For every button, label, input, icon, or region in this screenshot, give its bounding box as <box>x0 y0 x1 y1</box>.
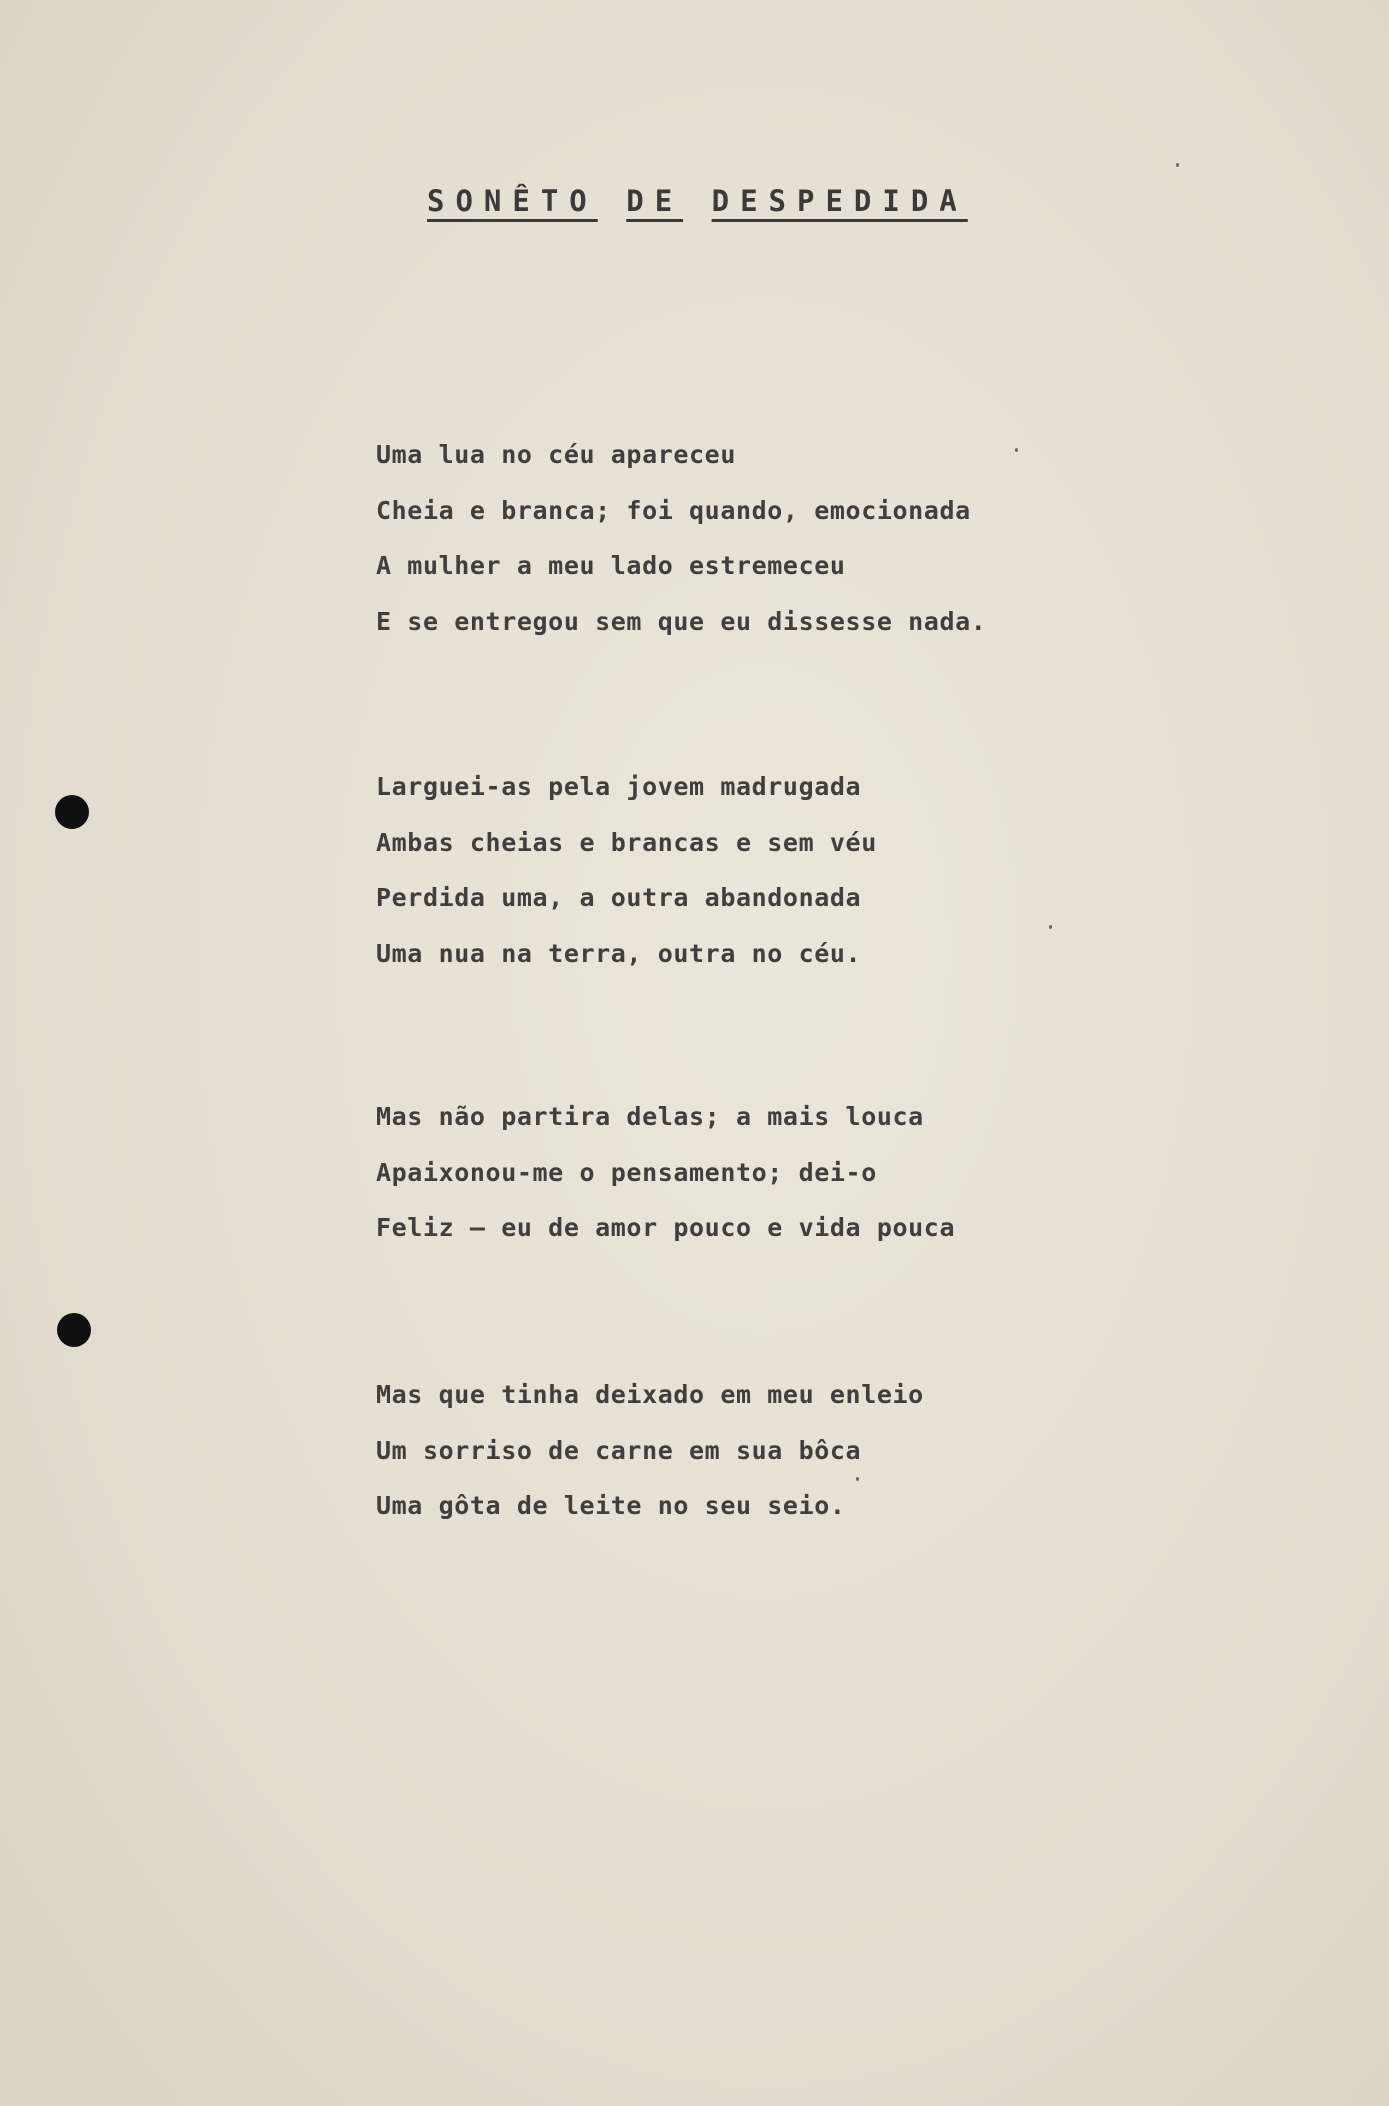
title-word-despedida: DESPEDIDA <box>711 184 968 218</box>
paper-speck <box>1015 448 1018 452</box>
stanza-1 <box>376 440 986 662</box>
paper-speck <box>1176 163 1179 167</box>
verse-line: Uma lua no céu apareceu <box>376 440 736 469</box>
verse-line: A mulher a meu lado estremeceu <box>376 551 846 580</box>
verse-line: Mas não partira delas; a mais louca <box>376 1102 924 1131</box>
verse-line: Cheia e branca; foi quando, emocionada <box>376 495 971 525</box>
binder-punch-hole <box>55 795 89 829</box>
verse-line: Mas que tinha deixado em meu enleio <box>376 1380 924 1409</box>
poem-title <box>427 184 968 218</box>
verse-line: Feliz — eu de amor pouco e vida pouca <box>376 1213 956 1242</box>
title-word-soneto: SONÊTO <box>427 184 598 218</box>
binder-punch-hole <box>57 1313 91 1347</box>
verse-line: Larguei-as pela jovem madrugada <box>376 772 862 801</box>
verse-line: Perdida uma, a outra abandonada <box>376 883 862 912</box>
verse-line: Apaixonou-me o pensamento; dei-o <box>376 1157 877 1187</box>
verse-line: Um sorriso de carne em sua bôca <box>376 1435 862 1465</box>
stanza-2 <box>376 772 877 994</box>
stanza-3 <box>376 1102 955 1269</box>
title-word-de: DE <box>626 184 684 218</box>
paper-speck <box>1049 925 1052 929</box>
verse-line: Ambas cheias e brancas e sem véu <box>376 827 877 857</box>
verse-line: Uma nua na terra, outra no céu. <box>376 938 862 968</box>
stanza-4 <box>376 1380 924 1547</box>
paper-speck <box>856 1477 859 1481</box>
verse-line: Uma gôta de leite no seu seio. <box>376 1491 846 1520</box>
verse-line: E se entregou sem que eu dissesse nada. <box>376 606 987 636</box>
